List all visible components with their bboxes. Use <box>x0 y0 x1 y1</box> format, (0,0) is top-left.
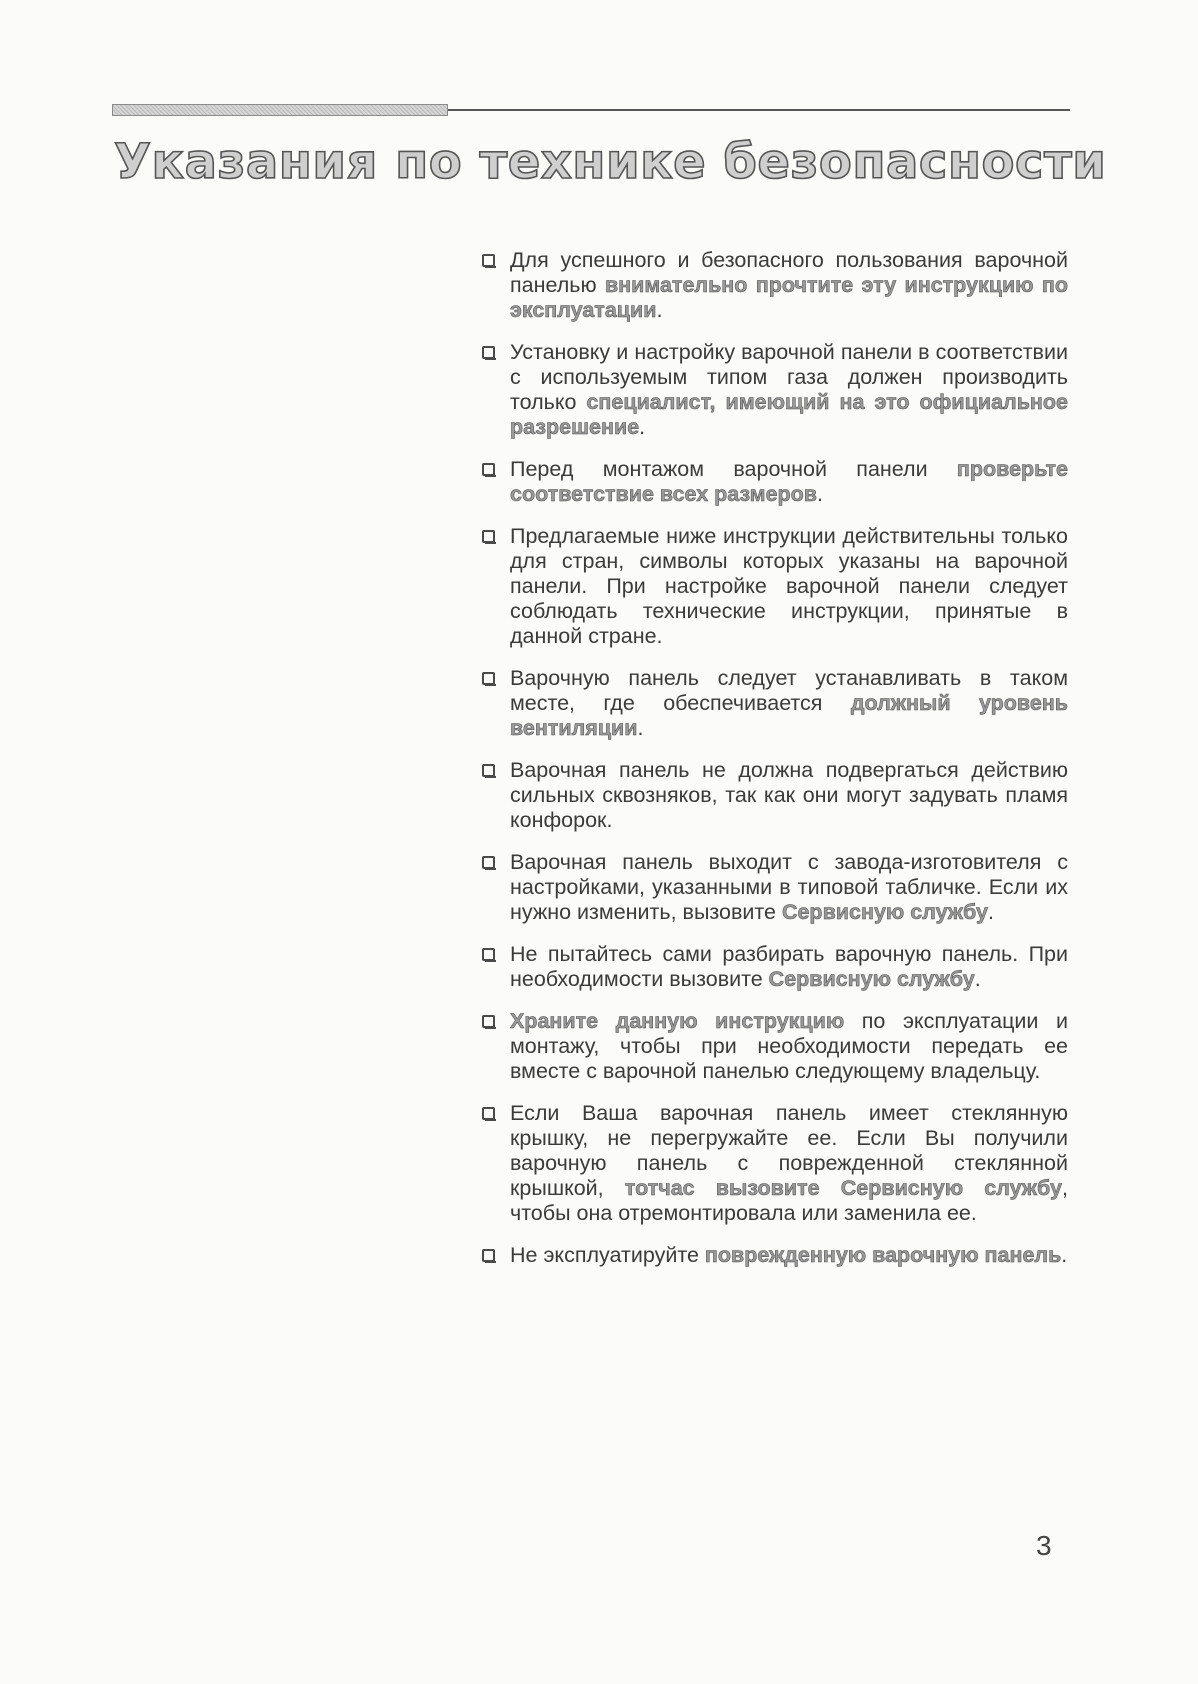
item-text: по эксплуатации и монтажу, чтобы при необходимости передать ее вместе с варочной панелью следующему владельцу. <box>510 1009 1068 1083</box>
checkbox-bullet-icon <box>482 463 495 476</box>
emphasized-text: поврежденную варочную панель <box>704 1243 1062 1267</box>
item-text: . <box>656 298 663 322</box>
list-item <box>478 758 1068 833</box>
item-text: Варочная панель выходит с завода-изготовителя с настройками, указанными в типовой табличке. Если их нужно изменить, вызовите <box>510 850 1068 924</box>
checkbox-bullet-icon <box>482 764 495 777</box>
list-item <box>478 457 1068 507</box>
list-item <box>478 850 1068 925</box>
item-text: . <box>639 415 646 439</box>
emphasized-text: внимательно прочтите эту инструкцию по эксплуатации <box>510 273 1069 322</box>
emphasized-text: Сервисную службу <box>781 900 988 924</box>
safety-instructions-list <box>478 248 1068 1285</box>
item-text: , чтобы она отремонтировала или заменила ее. <box>510 1176 1068 1225</box>
emphasized-text: специалист, имеющий на это официальное разрешение <box>510 390 1068 439</box>
emphasized-text: тотчас вызовите Сервисную службу <box>624 1176 1062 1200</box>
checkbox-bullet-icon <box>482 1015 495 1028</box>
list-item <box>478 942 1068 992</box>
item-text: Перед монтажом варочной панели <box>510 457 957 481</box>
emphasized-text: должный уровень вентиляции <box>510 691 1068 740</box>
item-text: . <box>988 900 994 924</box>
list-item <box>478 524 1068 649</box>
item-text: . <box>817 482 823 506</box>
item-text: Предлагаемые ниже инструкции действительны только для стран, символы которых указаны на варочной панели. При настройке варочной панели следует соблюдать технические инструкции, принятые в данной стране. <box>510 524 1068 648</box>
list-item <box>478 1101 1068 1226</box>
checkbox-bullet-icon <box>482 1107 495 1120</box>
checkbox-bullet-icon <box>482 672 495 685</box>
checkbox-bullet-icon <box>482 254 495 267</box>
checkbox-bullet-icon <box>482 1249 495 1262</box>
item-text: Не пытайтесь сами разбирать варочную панель. При необходимости вызовите <box>510 942 1068 991</box>
checkbox-bullet-icon <box>482 530 495 543</box>
checkbox-bullet-icon <box>482 856 495 869</box>
item-text: . <box>974 967 981 991</box>
item-text: Если Ваша варочная панель имеет стеклянную крышку, не перегружайте ее. Если Вы получили варочную панель с поврежденной стеклянной крышкой, <box>510 1101 1068 1200</box>
list-item <box>478 1243 1068 1268</box>
page-title: Указания по технике безопасности <box>114 134 1107 190</box>
checkbox-bullet-icon <box>482 346 495 359</box>
list-item <box>478 340 1068 440</box>
checkbox-bullet-icon <box>482 948 495 961</box>
page-number: 3 <box>1036 1530 1052 1561</box>
emphasized-text: Сервисную службу <box>768 967 975 991</box>
list-item <box>478 666 1068 741</box>
item-text: Для успешного и безопасного пользования варочной панелью <box>510 248 1068 297</box>
item-text: Варочная панель не должна подвергаться действию сильных сквозняков, так как они могут задувать пламя конфорок. <box>510 758 1068 832</box>
item-text: . <box>1061 1243 1068 1267</box>
item-text: Не эксплуатируйте <box>510 1243 705 1267</box>
item-text: Установку и настройку варочной панели в соответствии с используемым типом газа должен производить только <box>510 340 1068 414</box>
item-text: . <box>637 716 644 740</box>
list-item <box>478 248 1068 323</box>
list-item <box>478 1009 1068 1084</box>
emphasized-text: проверьте соответствие всех размеров <box>510 457 1068 506</box>
item-text: Варочную панель следует устанавливать в таком месте, где обеспечивается <box>510 666 1068 715</box>
header-decorative-bar <box>112 104 448 116</box>
emphasized-text: Храните данную инструкцию <box>510 1009 845 1033</box>
